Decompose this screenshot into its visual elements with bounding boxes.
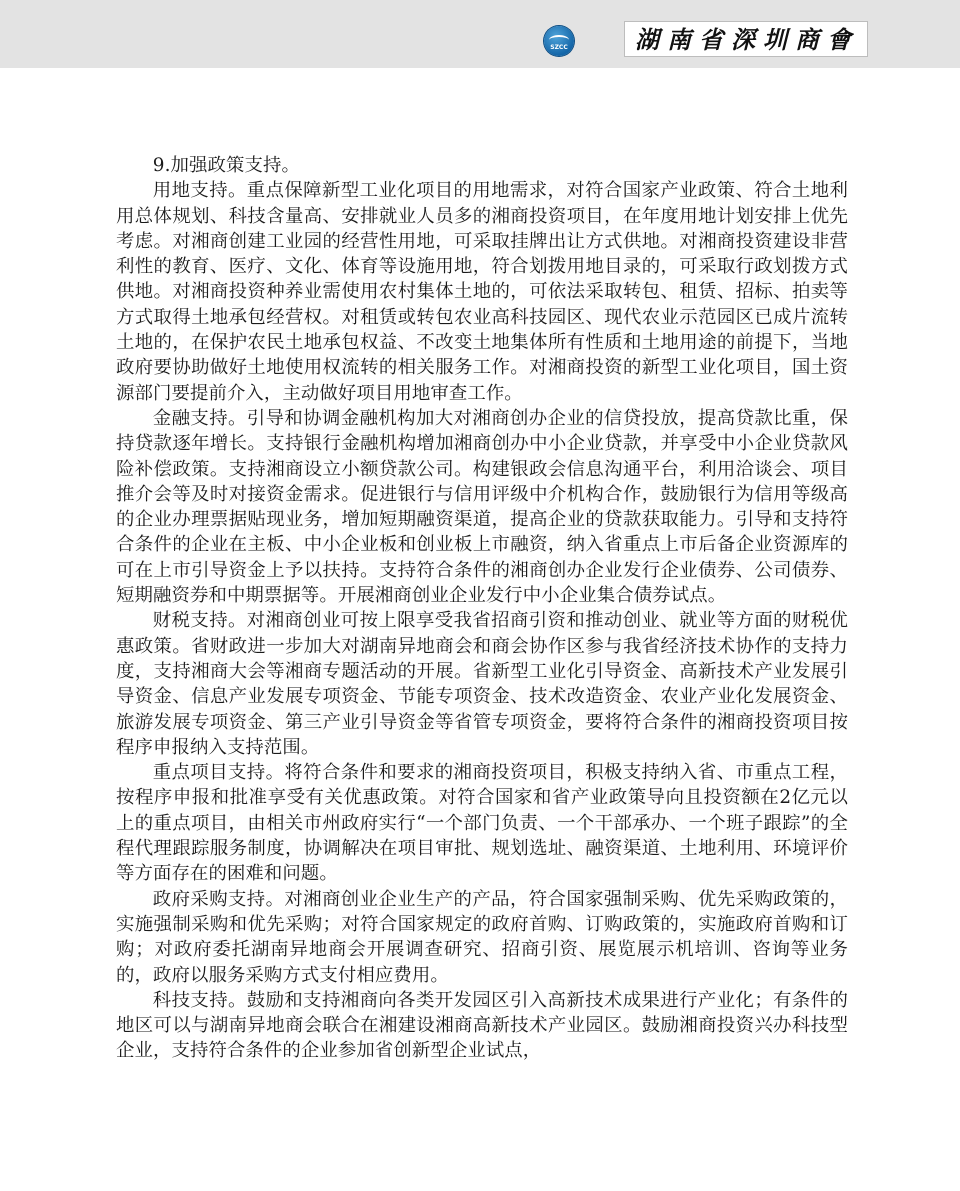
paragraph-land-support: 用地支持。重点保障新型工业化项目的用地需求，对符合国家产业政策、符合土地利用总体规划、科技含量高、安排就业人员多的湘商投资项目，在年度用地计划安排上优先考虑。对湘商创建工业园的经营性用地，可采取挂牌出让方式供地。对湘商投资建设非营利性的教育、医疗、文化、体育等设施用地，符合划拨用地目录的，可采取行政划拨方式供地。对湘商投资种养业需使用农村集体土地的，可依法采取转包、租赁、招标、拍卖等方式取得土地承包经营权。对租赁或转包农业高科技园区、现代农业示范园区已成片流转土地的，在保护农民土地承包权益、不改变土地集体所有性质和土地用途的前提下，当地政府要协助做好土地使用权流转的相关服务工作。对湘商投资的新型工业化项目，国土资源部门要提前介入，主动做好项目用地审查工作。 [116,180,848,404]
paragraph-financial-support: 金融支持。引导和协调金融机构加大对湘商创办企业的信贷投放，提高贷款比重，保持贷款逐年增长。支持银行金融机构增加湘商创办中小企业贷款，并享受中小企业贷款风险补偿政策。支持湘商设立小额贷款公司。构建银政会信息沟通平台，利用洽谈会、项目推介会等及时对接资金需求。促进银行与信用评级中介机构合作，鼓励银行为信用等级高的企业办理票据贴现业务，增加短期融资渠道，提高企业的贷款获取能力。引导和支持符合条件的企业在主板、中小企业板和创业板上市融资，纳入省重点上市后备企业资源库的可在上市引导资金上予以扶持。支持符合条件的湘商创办企业发行企业债券、公司债券、短期融资券和中期票据等。开展湘商创业企业发行中小企业集合债券试点。 [116,407,848,607]
chamber-title: 湖南省深圳商會 [635,25,859,54]
paragraph-technology-support: 科技支持。鼓励和支持湘商向各类开发园区引入高新技术成果进行产业化；有条件的地区可以与湖南异地商会联合在湘建设湘商高新技术产业园区。鼓励湘商投资兴办科技型企业，支持符合条件的企业参加省创新型企业试点， [116,989,848,1062]
section-heading: 9.加强政策支持。 [152,155,300,176]
logo-text: SZCC [550,44,568,51]
paragraph-key-project-support: 重点项目支持。将符合条件和要求的湘商投资项目，积极支持纳入省、市重点工程，按程序申报和批准享受有关优惠政策。对符合国家和省产业政策导向且投资额在2亿元以上的重点项目，由相关市州政府实行“一个部门负责、一个干部承办、一个班子跟踪”的全程代理跟踪服务制度，协调解决在项目审批、规划选址、融资渠道、土地利用、环境评价等方面存在的困难和问题。 [116,762,848,885]
paragraph-tax-support: 财税支持。对湘商创业可按上限享受我省招商引资和推动创业、就业等方面的财税优惠政策。省财政进一步加大对湖南异地商会和商会协作区参与我省经济技术协作的支持力度，支持湘商大会等湘商专题活动的开展。省新型工业化引导资金、高新技术产业发展引导资金、信息产业发展专项资金、节能专项资金、技术改造资金、农业产业化发展资金、旅游发展专项资金、第三产业引导资金等省管专项资金，要将符合条件的湘商投资项目按程序申报纳入支持范围。 [116,610,848,758]
paragraph-procurement-support: 政府采购支持。对湘商创业企业生产的产品，符合国家强制采购、优先采购政策的，实施强制采购和优先采购；对符合国家规定的政府首购、订购政策的，实施政府首购和订购；对政府委托湖南异地商会开展调查研究、招商引资、展览展示机培训、咨询等业务的，政府以服务采购方式支付相应费用。 [116,888,848,986]
page-header [0,0,960,68]
chamber-logo-icon [544,26,574,56]
document-body [116,153,848,1064]
chamber-title-box [624,21,868,57]
